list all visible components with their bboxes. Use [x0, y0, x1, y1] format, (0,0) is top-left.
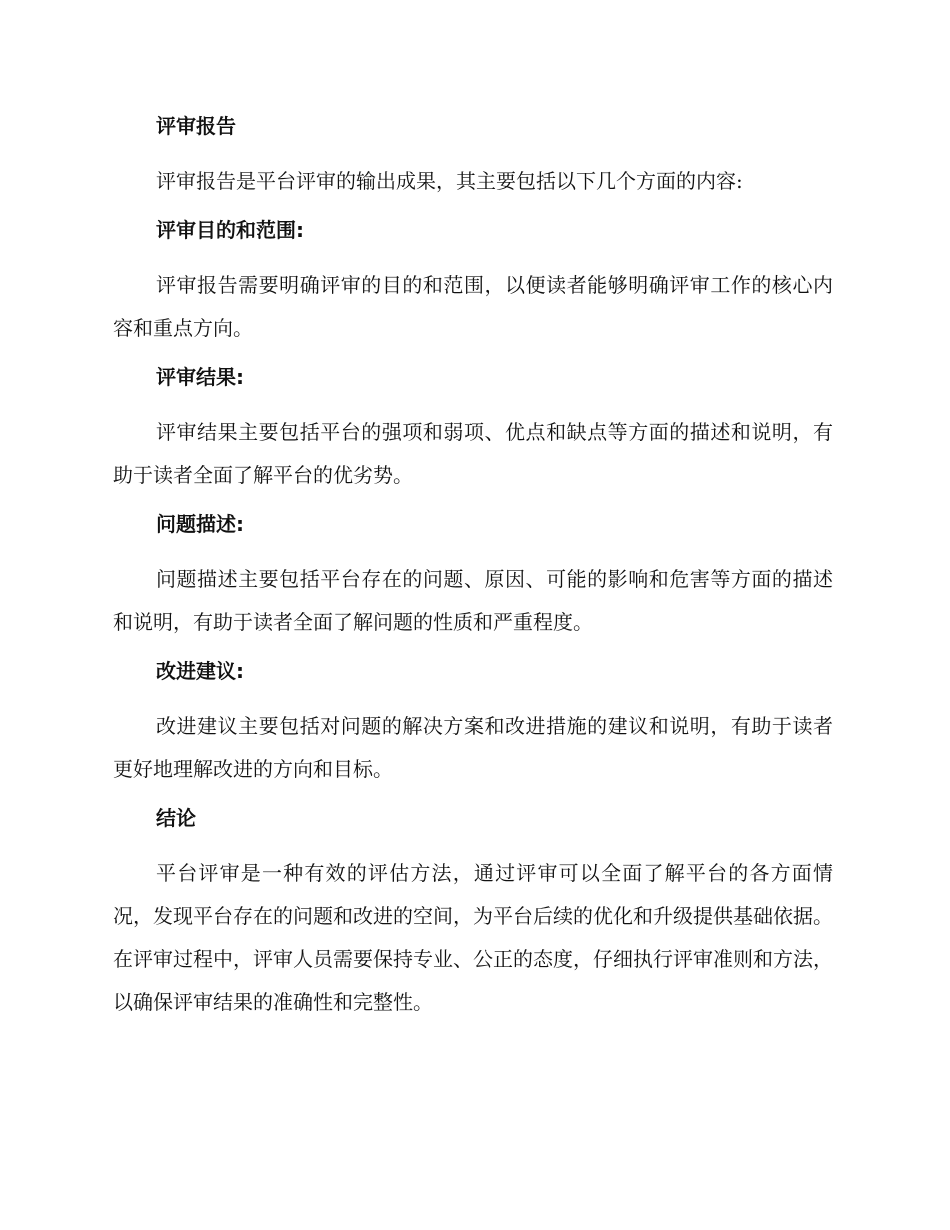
section-heading-results: 评审结果: [156, 365, 244, 389]
section-paragraph-purpose-scope: 评审报告需要明确评审的目的和范围，以便读者能够明确评审工作的核心内容和重点方向。 [113, 273, 833, 340]
document-body [113, 108, 833, 1033]
section-heading-review-report: 评审报告 [156, 114, 236, 138]
section-paragraph-review-report: 评审报告是平台评审的输出成果，其主要包括以下几个方面的内容: [156, 169, 743, 193]
section-heading-conclusion: 结论 [156, 806, 196, 830]
section-heading-problem-description: 问题描述: [156, 512, 244, 536]
section-paragraph-problem-description: 问题描述主要包括平台存在的问题、原因、可能的影响和危害等方面的描述和说明，有助于读者全面了解问题的性质和严重程度。 [113, 567, 833, 634]
section-paragraph-results: 评审结果主要包括平台的强项和弱项、优点和缺点等方面的描述和说明，有助于读者全面了解平台的优劣势。 [113, 420, 833, 487]
section-heading-improvement-suggestions: 改进建议: [156, 659, 244, 683]
section-heading-purpose-scope: 评审目的和范围: [156, 218, 304, 242]
section-paragraph-improvement-suggestions: 改进建议主要包括对问题的解决方案和改进措施的建议和说明，有助于读者更好地理解改进的方向和目标。 [113, 714, 833, 781]
section-paragraph-conclusion: 平台评审是一种有效的评估方法，通过评审可以全面了解平台的各方面情况，发现平台存在的问题和改进的空间，为平台后续的优化和升级提供基础依据。在评审过程中，评审人员需要保持专业、公正的态度，仔细执行评审准则和方法，以确保评审结果的准确性和完整性。 [113, 861, 833, 1014]
